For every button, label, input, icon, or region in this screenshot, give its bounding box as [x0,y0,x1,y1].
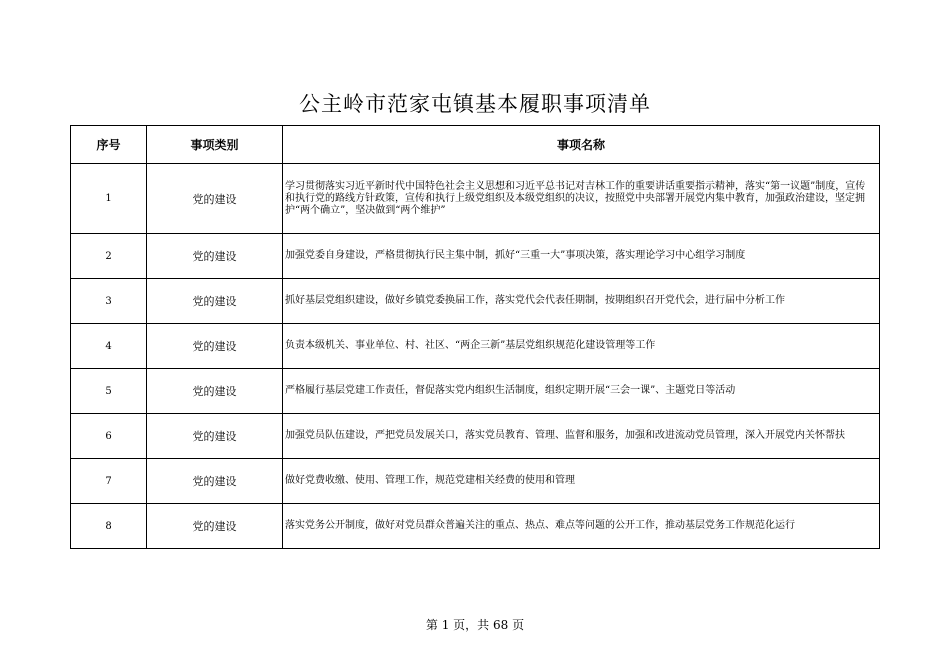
row-item-name: 落实党务公开制度，做好对党员群众普遍关注的重点、热点、难点等问题的公开工作，推动基层党务工作规范化运行 [283,504,880,549]
table-row [71,459,880,504]
table-row [71,279,880,324]
row-category: 党的建设 [147,504,283,549]
table-row [71,164,880,234]
header-category: 事项类别 [147,126,283,164]
duty-list-table [70,125,880,549]
row-category: 党的建设 [147,369,283,414]
header-item-name: 事项名称 [283,126,880,164]
row-serial-number: 2 [71,234,147,279]
row-item-name: 抓好基层党组织建设，做好乡镇党委换届工作，落实党代会代表任期制，按期组织召开党代会，进行届中分析工作 [283,279,880,324]
row-item-name: 加强党员队伍建设，严把党员发展关口，落实党员教育、管理、监督和服务，加强和改进流动党员管理，深入开展党内关怀帮扶 [283,414,880,459]
row-serial-number: 6 [71,414,147,459]
row-serial-number: 4 [71,324,147,369]
row-item-name: 严格履行基层党建工作责任，督促落实党内组织生活制度，组织定期开展“三会一课”、主题党日等活动 [283,369,880,414]
row-item-name: 加强党委自身建设，严格贯彻执行民主集中制，抓好“三重一大”事项决策，落实理论学习中心组学习制度 [283,234,880,279]
table-header-row [71,126,880,164]
table-row [71,369,880,414]
row-serial-number: 8 [71,504,147,549]
row-category: 党的建设 [147,279,283,324]
row-category: 党的建设 [147,324,283,369]
document-title: 公主岭市范家屯镇基本履职事项清单 [299,92,651,116]
row-category: 党的建设 [147,459,283,504]
row-item-name: 学习贯彻落实习近平新时代中国特色社会主义思想和习近平总书记对吉林工作的重要讲话重要指示精神，落实“第一议题”制度，宣传和执行党的路线方针政策，宣传和执行上级党组织及本级党组织的决议，按照党中央部署开展党内集中教育，加强政治建设，坚定拥护“两个确立”，坚决做到“两个维护” [283,164,880,234]
table-row [71,414,880,459]
row-category: 党的建设 [147,414,283,459]
row-item-name: 做好党费收缴、使用、管理工作，规范党建相关经费的使用和管理 [283,459,880,504]
row-item-name: 负责本级机关、事业单位、村、社区、“两企三新”基层党组织规范化建设管理等工作 [283,324,880,369]
page-footer: 第 1 页，共 68 页 [425,618,525,632]
row-category: 党的建设 [147,164,283,234]
row-serial-number: 1 [71,164,147,234]
table-row [71,504,880,549]
row-category: 党的建设 [147,234,283,279]
header-serial-number: 序号 [71,126,147,164]
row-serial-number: 7 [71,459,147,504]
row-serial-number: 5 [71,369,147,414]
row-serial-number: 3 [71,279,147,324]
table-row [71,234,880,279]
table-row [71,324,880,369]
